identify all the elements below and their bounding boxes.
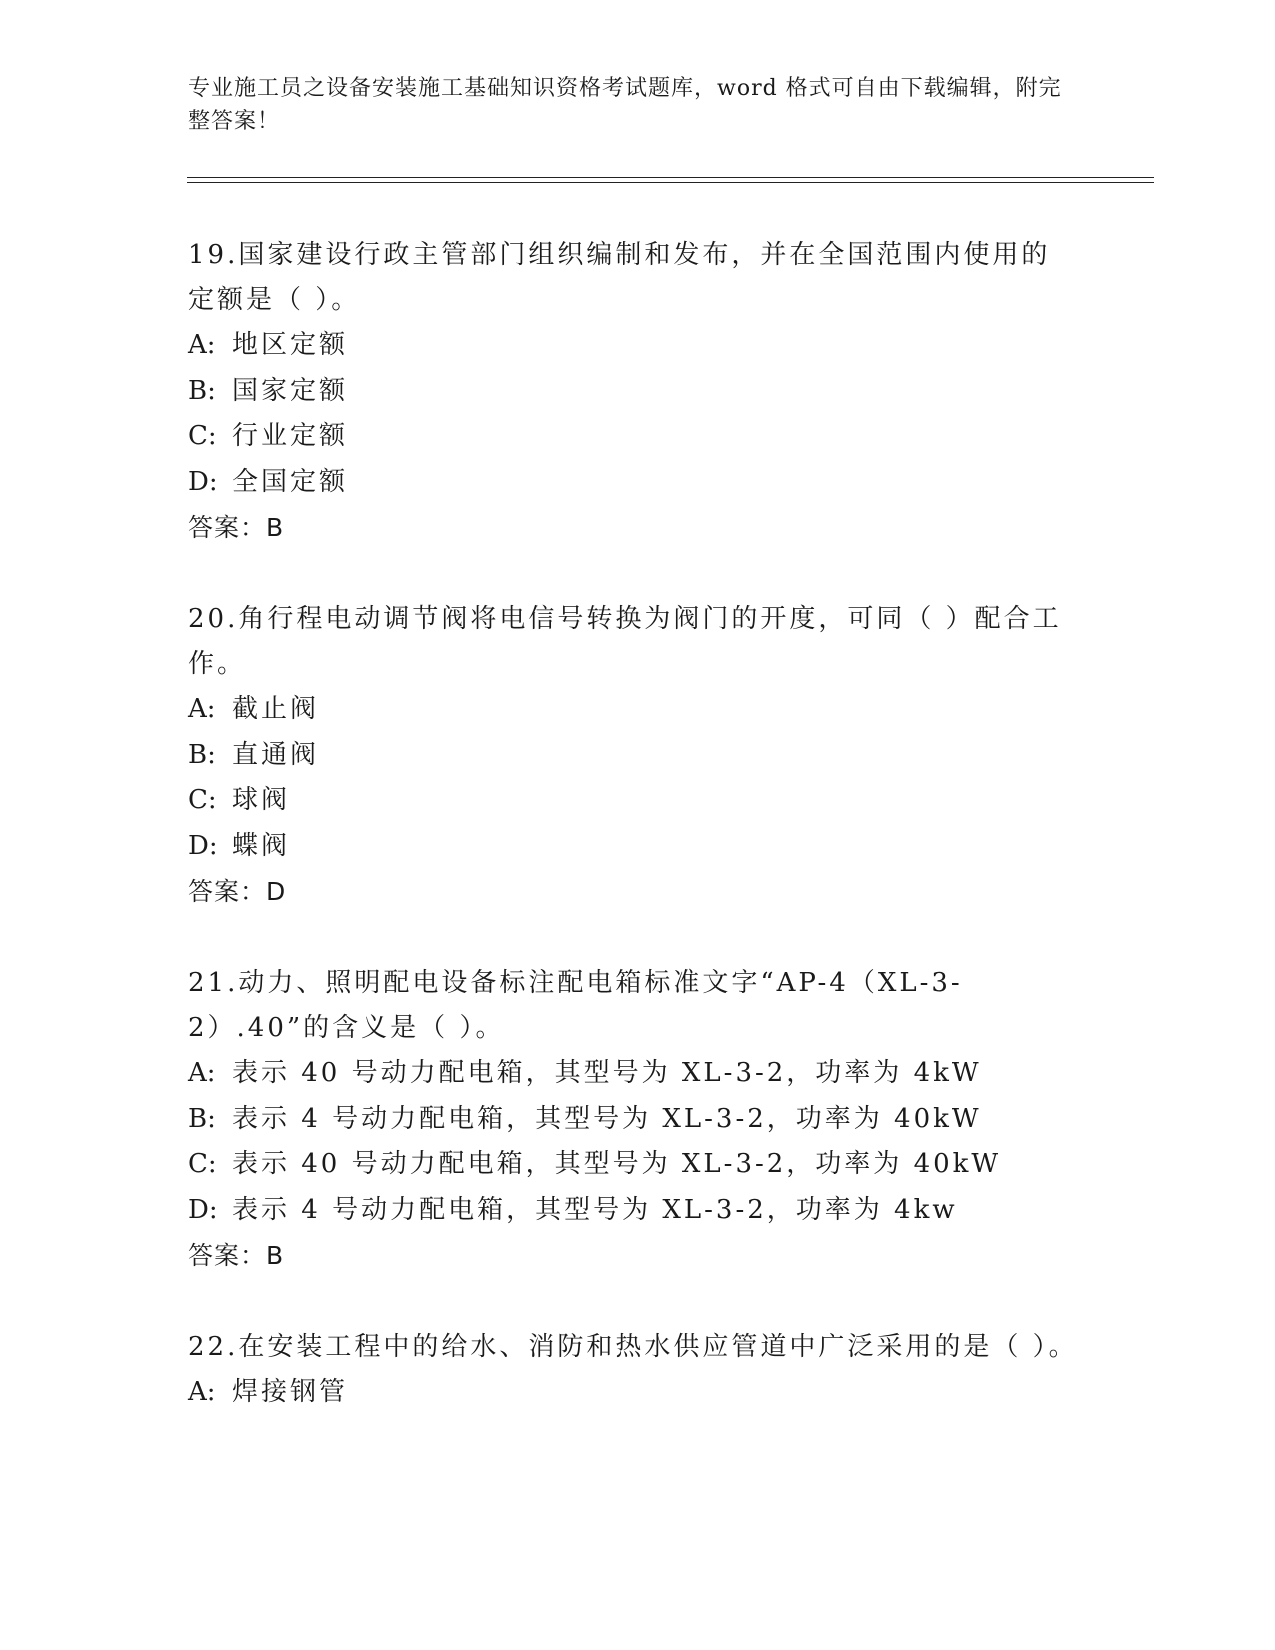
answer-line: 答案：B bbox=[188, 1241, 285, 1270]
option-key: D: bbox=[188, 1194, 218, 1225]
question-stem: 20.角行程电动调节阀将电信号转换为阀门的开度，可同（ ）配合工作。 bbox=[188, 604, 1062, 679]
option-text: 焊接钢管 bbox=[232, 1377, 349, 1407]
header-text: 专业施工员之设备安装施工基础知识资格考试题库，word 格式可自由下载编辑，附完整答案！ bbox=[188, 76, 1062, 134]
option-text: 地区定额 bbox=[232, 330, 349, 360]
question-stem: 19.国家建设行政主管部门组织编制和发布，并在全国范围内使用的定额是（ ）。 bbox=[188, 240, 1051, 315]
option-text: 表示 40 号动力配电箱，其型号为 XL-3-2，功率为 40kW bbox=[232, 1149, 1002, 1179]
header-divider-bottom bbox=[187, 182, 1154, 183]
option-d bbox=[188, 824, 1078, 870]
question-stem: 21.动力、照明配电设备标注配电箱标准文字“AP-4（XL-3-2）.40”的含义是（ ）。 bbox=[188, 968, 963, 1043]
option-a bbox=[188, 1370, 1078, 1416]
option-a bbox=[188, 687, 1078, 733]
option-key: B: bbox=[188, 1103, 216, 1134]
question-21 bbox=[188, 961, 1078, 1278]
option-text: 直通阀 bbox=[232, 739, 320, 770]
option-text: 球阀 bbox=[232, 785, 291, 815]
option-text: 表示 40 号动力配电箱，其型号为 XL-3-2，功率为 4kW bbox=[232, 1058, 982, 1088]
option-key: C: bbox=[188, 785, 217, 815]
option-text: 国家定额 bbox=[232, 375, 349, 406]
option-key: A: bbox=[188, 330, 216, 360]
option-d bbox=[188, 460, 1078, 506]
option-key: A: bbox=[188, 694, 216, 724]
answer-line: 答案：D bbox=[188, 877, 287, 906]
option-a bbox=[188, 323, 1078, 369]
option-d bbox=[188, 1188, 1078, 1234]
option-a bbox=[188, 1051, 1078, 1097]
answer-line: 答案：B bbox=[188, 513, 285, 542]
option-key: D: bbox=[188, 466, 218, 497]
document-header bbox=[188, 72, 1068, 138]
option-b bbox=[188, 733, 1078, 779]
question-20 bbox=[188, 597, 1078, 914]
option-c bbox=[188, 1142, 1078, 1188]
option-b bbox=[188, 1097, 1078, 1143]
question-22 bbox=[188, 1325, 1078, 1416]
option-key: C: bbox=[188, 1149, 217, 1179]
option-text: 表示 4 号动力配电箱，其型号为 XL-3-2，功率为 40kW bbox=[232, 1103, 982, 1134]
option-key: A: bbox=[188, 1058, 216, 1088]
option-c bbox=[188, 414, 1078, 460]
option-key: A: bbox=[188, 1377, 216, 1407]
option-text: 行业定额 bbox=[232, 421, 349, 451]
option-c bbox=[188, 778, 1078, 824]
question-19 bbox=[188, 233, 1078, 550]
option-text: 表示 4 号动力配电箱，其型号为 XL-3-2，功率为 4kw bbox=[232, 1194, 958, 1225]
option-b bbox=[188, 369, 1078, 415]
option-text: 截止阀 bbox=[232, 694, 320, 724]
question-stem: 22.在安装工程中的给水、消防和热水供应管道中广泛采用的是（ ）。 bbox=[188, 1332, 1078, 1362]
option-key: B: bbox=[188, 375, 216, 406]
option-key: D: bbox=[188, 830, 218, 861]
option-text: 蝶阀 bbox=[232, 830, 291, 861]
option-text: 全国定额 bbox=[232, 466, 349, 497]
option-key: B: bbox=[188, 739, 216, 770]
header-divider-top bbox=[187, 177, 1154, 178]
option-key: C: bbox=[188, 421, 217, 451]
